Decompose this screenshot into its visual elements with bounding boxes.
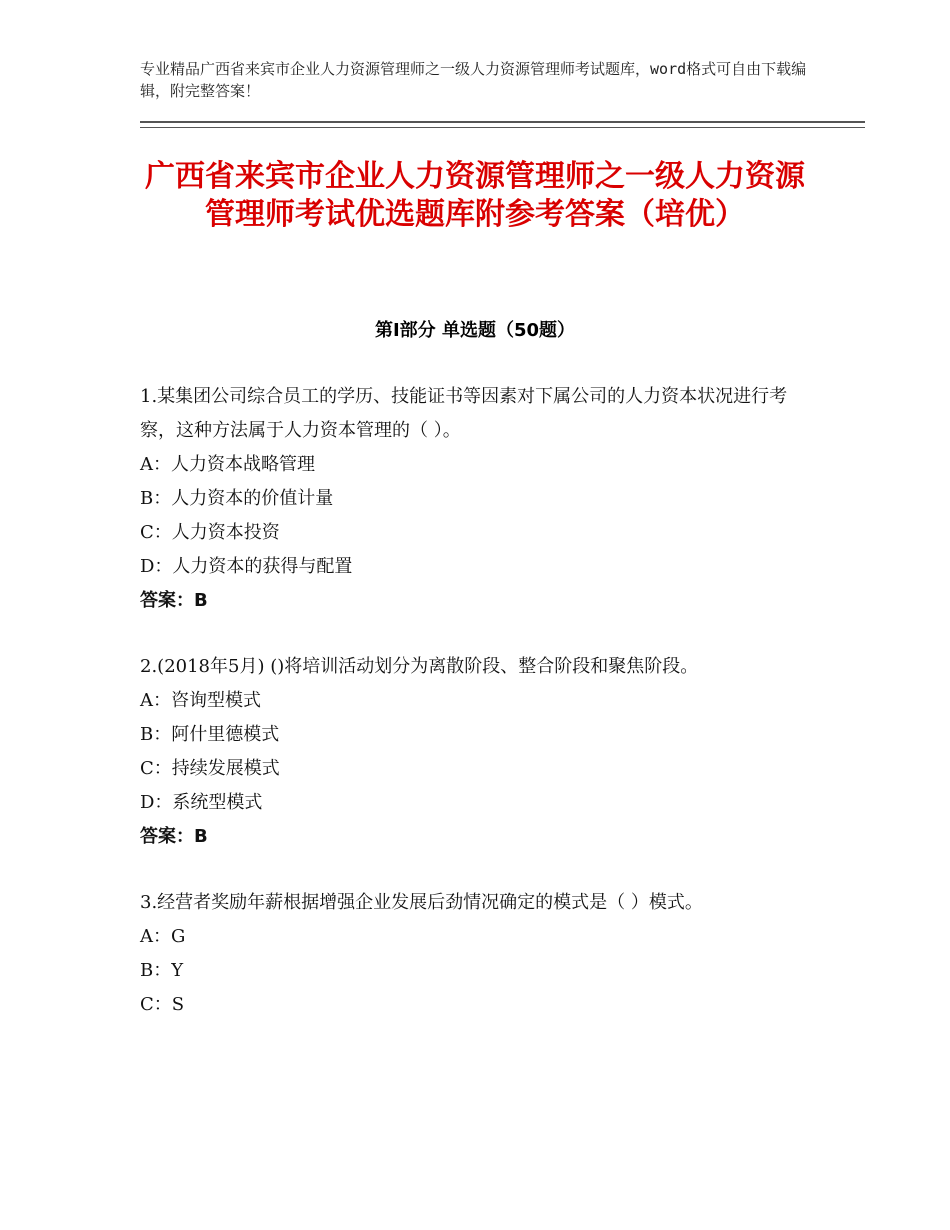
option-d: D：系统型模式 xyxy=(140,792,263,813)
question-stem: 3.经营者奖励年薪根据增强企业发展后劲情况确定的模式是（ ）模式。 xyxy=(140,892,703,913)
document-header-note: 专业精品广西省来宾市企业人力资源管理师之一级人力资源管理师考试题库，word格式可自由下载编辑，附完整答案！ xyxy=(140,60,807,100)
header-divider xyxy=(140,121,865,128)
option-b: B：阿什里德模式 xyxy=(140,724,280,745)
option-a: A：G xyxy=(140,926,186,947)
option-a: A：咨询型模式 xyxy=(140,690,261,711)
question-stem: 2.(2018年5月) ()将培训活动划分为离散阶段、整合阶段和聚焦阶段。 xyxy=(140,656,699,677)
question-list xyxy=(140,380,800,1054)
option-d: D：人力资本的获得与配置 xyxy=(140,556,353,577)
question-2 xyxy=(140,650,800,854)
option-c: C：S xyxy=(140,994,185,1015)
question-3 xyxy=(140,886,800,1022)
option-c: C：人力资本投资 xyxy=(140,522,280,543)
document-title: 广西省来宾市企业人力资源管理师之一级人力资源管理师考试优选题库附参考答案（培优） xyxy=(145,159,805,232)
question-1 xyxy=(140,380,800,618)
answer-line: 答案：B xyxy=(140,826,208,847)
option-a: A：人力资本战略管理 xyxy=(140,454,315,475)
option-b: B：Y xyxy=(140,960,184,981)
question-stem: 1.某集团公司综合员工的学历、技能证书等因素对下属公司的人力资本状况进行考察，这种方法属于人力资本管理的（ ）。 xyxy=(140,386,788,441)
section-heading: 第Ⅰ部分 单选题（50题） xyxy=(374,320,575,341)
option-b: B：人力资本的价值计量 xyxy=(140,488,334,509)
option-c: C：持续发展模式 xyxy=(140,758,280,779)
answer-line: 答案：B xyxy=(140,590,208,611)
